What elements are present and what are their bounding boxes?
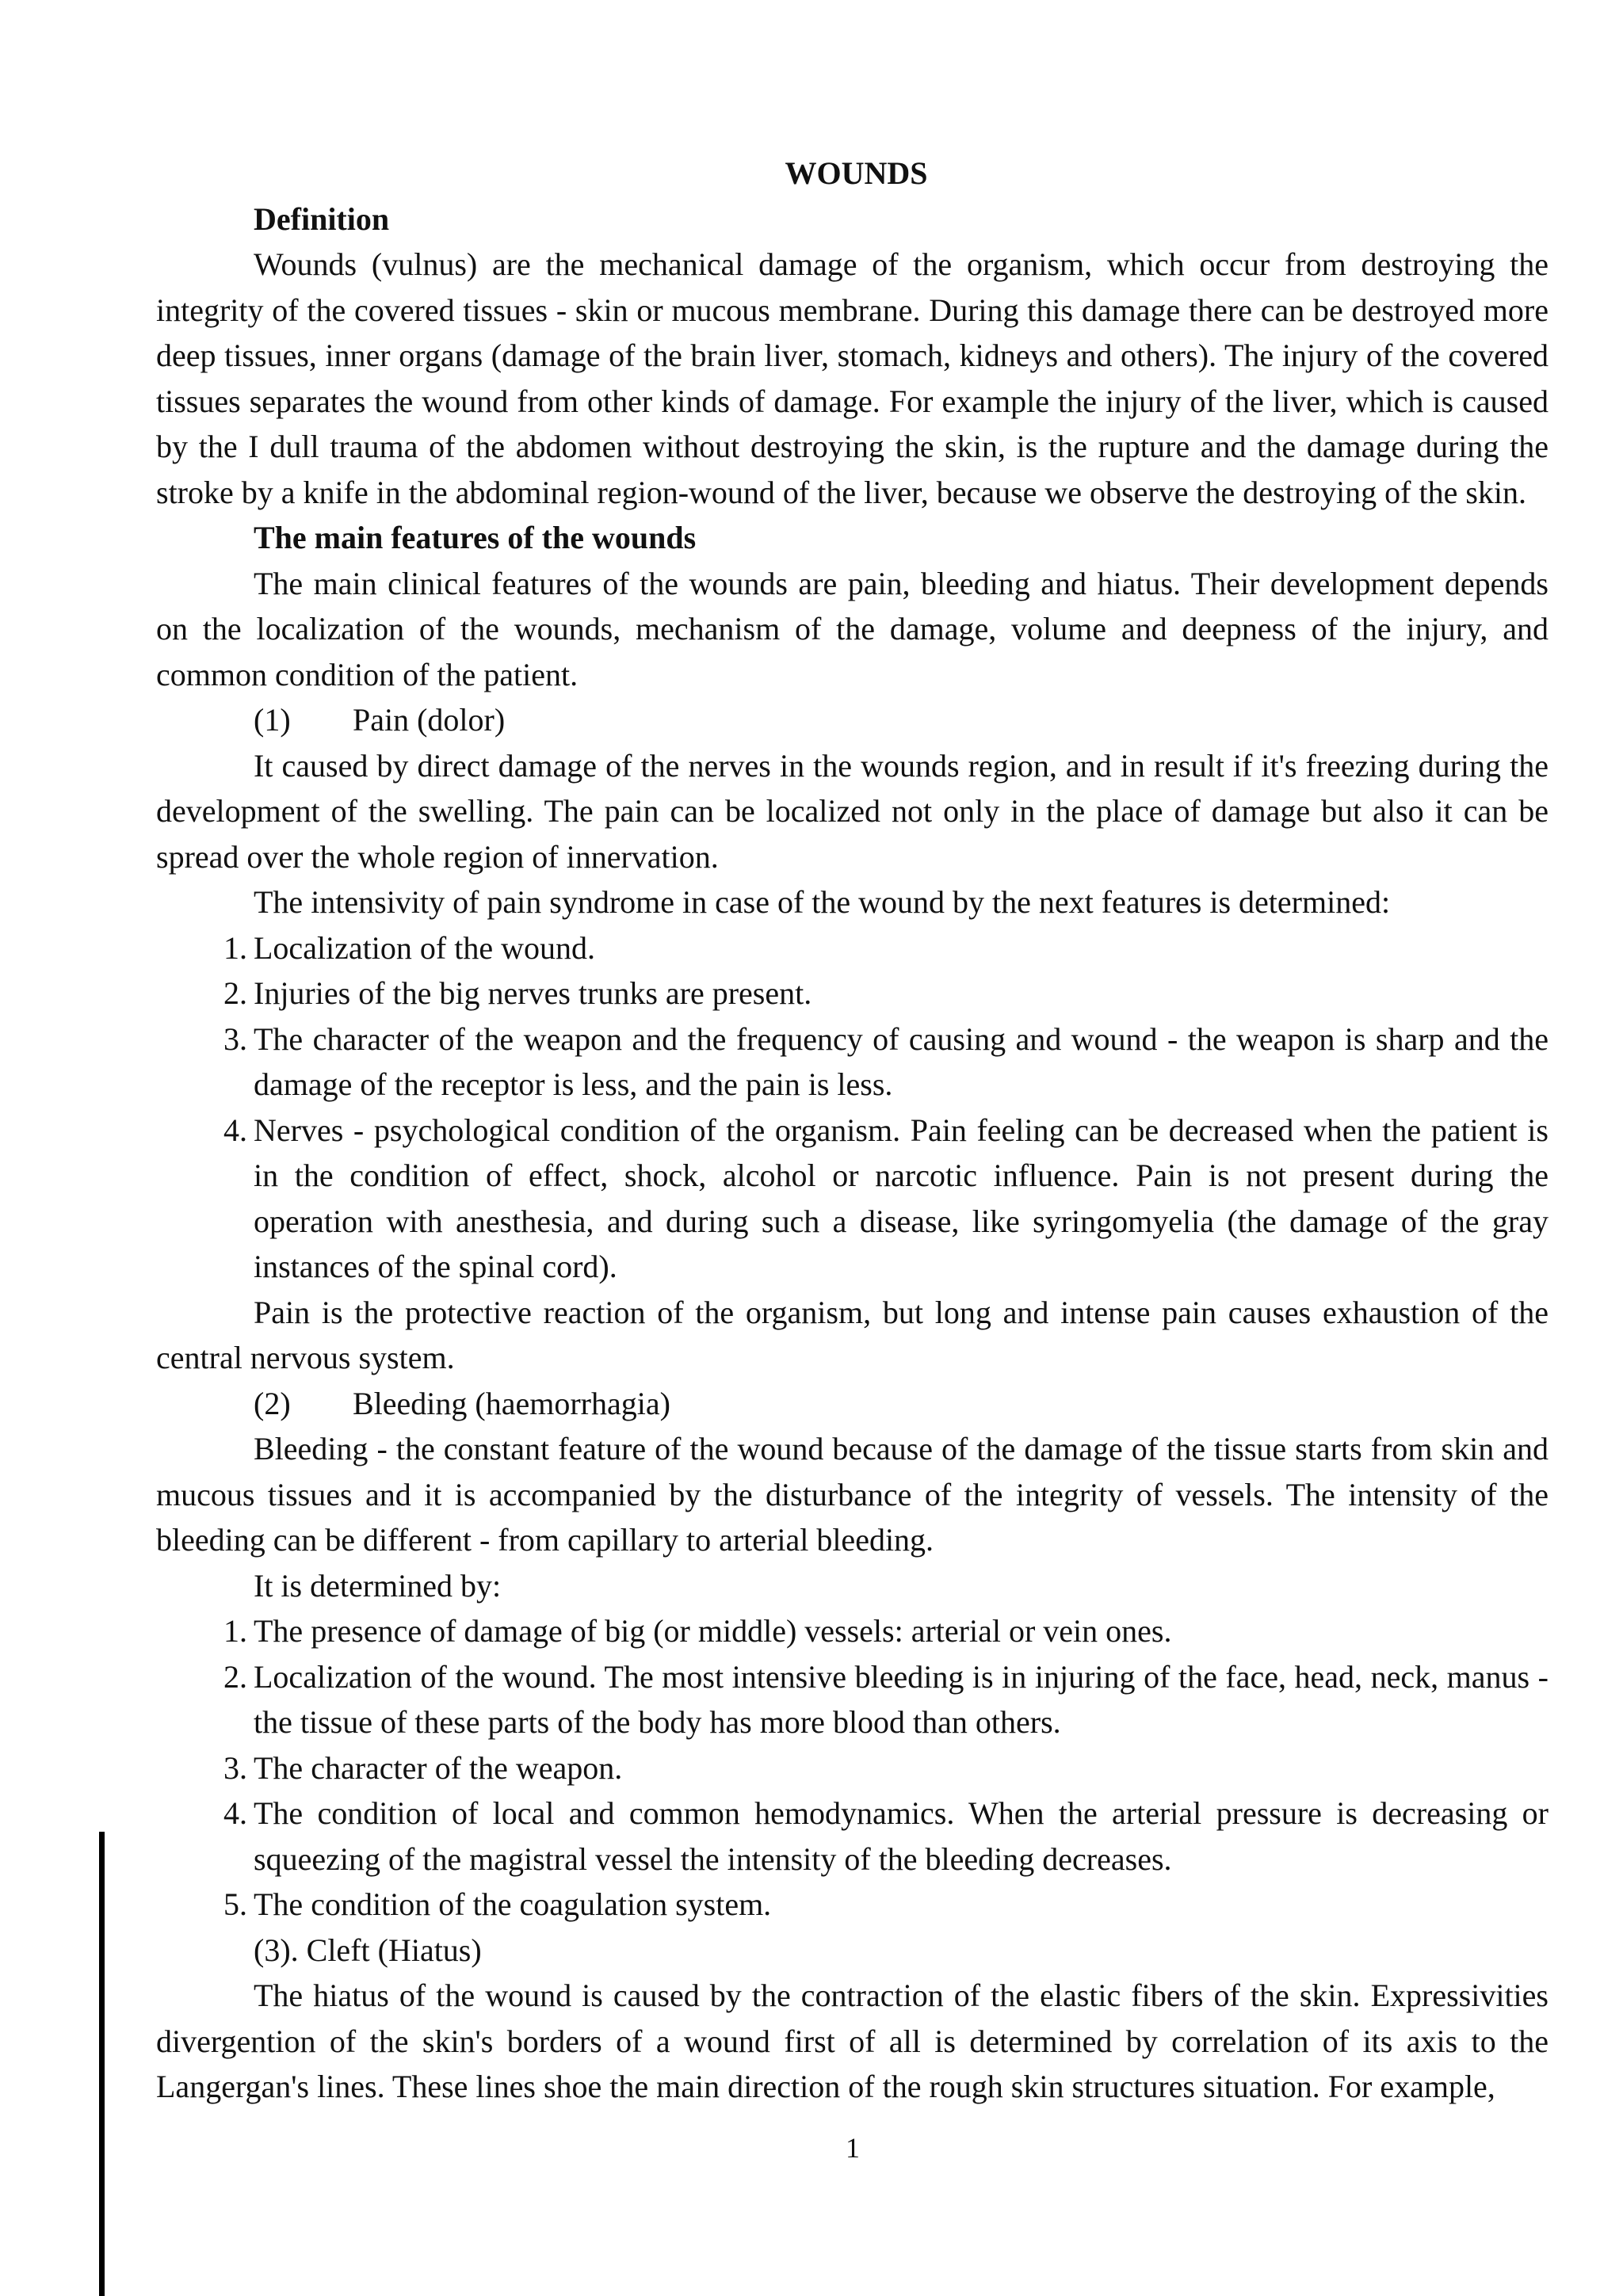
list-item-number: 1.: [223, 929, 247, 966]
bleeding-factors-list: [156, 1608, 1549, 1928]
list-item: [156, 1882, 1549, 1928]
list-item-number: 4.: [223, 1112, 247, 1148]
pain-section-title: Pain (dolor): [353, 702, 506, 738]
margin-bar: [99, 1832, 105, 2296]
list-item-number: 4.: [223, 1795, 247, 1831]
list-item-text: The condition of local and common hemodynamics. When the arterial pressure is decreasing or squeezing of the magistral vessel the intensity of the bleeding decreases.: [254, 1795, 1549, 1877]
list-item-text: The character of the weapon and the frequency of causing and wound - the weapon is sharp and the damage of the receptor is less, and the pain is less.: [254, 1020, 1549, 1102]
document-body: [156, 151, 1549, 2110]
list-item-number: 5.: [223, 1886, 247, 1922]
bleeding-paragraph: Bleeding - the constant feature of the wound because of the damage of the tissue starts from skin and mucous tissues and it is accompanied by the disturbance of the integrity of vessels. The intensity of the bleeding can be different - from capillary to arterial bleeding.: [156, 1431, 1549, 1558]
features-paragraph: The main clinical features of the wounds are pain, bleeding and hiatus. Their development depends on the localization of the wounds, mechanism of the damage, volume and deepness of the injury, and common condition of the patient.: [156, 565, 1549, 692]
list-item-number: 1.: [223, 1613, 247, 1649]
page-number: 1: [846, 2132, 860, 2164]
cleft-paragraph: The hiatus of the wound is caused by the contraction of the elastic fibers of the skin. Expressivities divergention of the skin's borders of a wound first of all is determined by correlation of its axis to the Langergan's lines. These lines shoe the main direction of the rough skin structures situation. For example,: [156, 1978, 1549, 2104]
pain-closing-paragraph: Pain is the protective reaction of the organism, but long and intense pain causes exhaustion of the central nervous system.: [156, 1294, 1549, 1375]
list-item: [156, 1108, 1549, 1290]
list-item-text: The presence of damage of big (or middle) vessels: arterial or vein ones.: [254, 1613, 1172, 1649]
pain-intro: The intensivity of pain syndrome in case of the wound by the next features is determined:: [254, 884, 1391, 920]
list-item: [156, 971, 1549, 1016]
list-item-text: Localization of the wound.: [254, 929, 595, 966]
list-item-text: Localization of the wound. The most intensive bleeding is in injuring of the face, head, neck, manus - the tissue of these parts of the body has more blood than others.: [254, 1658, 1549, 1740]
bleeding-section-heading: [156, 1381, 1549, 1427]
pain-paragraph: It caused by direct damage of the nerves in the wounds region, and in result if it's freezing during the development of the swelling. The pain can be localized not only in the place of damage but also it can be spread over the whole region of innervation.: [156, 747, 1549, 875]
pain-section-heading: [156, 697, 1549, 743]
list-item-text: The character of the weapon.: [254, 1749, 623, 1786]
page-title: WOUNDS: [785, 155, 928, 191]
list-item: [156, 1608, 1549, 1654]
list-item-number: 3.: [223, 1749, 247, 1786]
bleeding-section-marker: (2): [254, 1385, 291, 1421]
list-item-number: 2.: [223, 1658, 247, 1695]
bleeding-intro: It is determined by:: [254, 1567, 502, 1604]
definition-heading: Definition: [254, 200, 390, 237]
features-heading: The main features of the wounds: [254, 520, 697, 555]
list-item: [156, 925, 1549, 971]
list-item-number: 2.: [223, 975, 247, 1011]
pain-factors-list: [156, 925, 1549, 1290]
list-item: [156, 1791, 1549, 1882]
pain-section-marker: (1): [254, 702, 291, 738]
list-item-text: The condition of the coagulation system.: [254, 1886, 772, 1922]
cleft-section-heading: (3). Cleft (Hiatus): [254, 1932, 482, 1968]
definition-paragraph: Wounds (vulnus) are the mechanical damage of the organism, which occur from destroying the integrity of the covered tissues - skin or mucous membrane. During this damage there can be destroyed more deep tissues, inner organs (damage of the brain liver, stomach, kidneys and others). The injury of the covered tissues separates the wound from other kinds of damage. For example the injury of the liver, which is caused by the I dull trauma of the abdomen without destroying the skin, is the rupture and the damage during the stroke by a knife in the abdominal region-wound of the liver, because we observe the destroying of the skin.: [156, 246, 1549, 510]
bleeding-section-title: Bleeding (haemorrhagia): [353, 1385, 670, 1421]
list-item-number: 3.: [223, 1020, 247, 1057]
list-item: [156, 1016, 1549, 1108]
list-item: [156, 1745, 1549, 1791]
list-item-text: Injuries of the big nerves trunks are present.: [254, 975, 812, 1011]
list-item: [156, 1654, 1549, 1745]
list-item-text: Nerves - psychological condition of the organism. Pain feeling can be decreased when the patient is in the condition of effect, shock, alcohol or narcotic influence. Pain is not present during the operation with anesthesia, and during such a disease, like syringomyelia (the damage of the gray instances of the spinal cord).: [254, 1112, 1549, 1284]
